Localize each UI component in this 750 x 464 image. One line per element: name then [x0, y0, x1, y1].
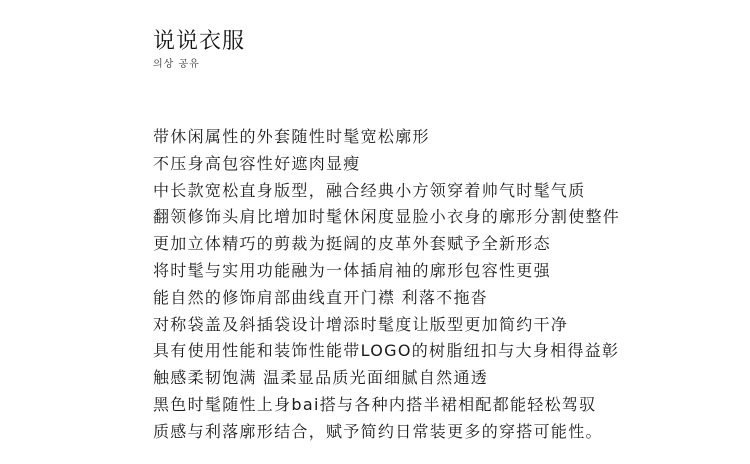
text-line: 更加立体精巧的剪裁为挺阔的皮革外套赋予全新形态 [153, 234, 551, 254]
text-line: 对称袋盖及斜插袋设计增添时髦度让版型更加简约干净 [153, 314, 569, 334]
text-line: 带休闲属性的外套随性时髦宽松廓形 [153, 127, 430, 146]
text-line: 黑色时髦随性上身bai搭与各种内搭半裙相配都能轻松驾驭 [153, 394, 597, 414]
text-line: 触感柔韧饱满 温柔显品质光面细腻自然通透 [153, 368, 489, 388]
text-line: 翻领修饰头肩比增加时髦休闲度显脸小衣身的廓形分割使整件 [153, 207, 621, 227]
text-line: 具有使用性能和装饰性能带LOGO的树脂纽扣与大身相得益彰 [153, 341, 620, 361]
description-text [153, 124, 743, 446]
text-line: 将时髦与实用功能融为一体插肩袖的廓形包容性更强 [153, 260, 551, 280]
text-line: 能自然的修饰肩部曲线直开门襟 利落不拖沓 [153, 287, 489, 307]
header [153, 28, 245, 71]
page-subtitle: 의상 공유 [153, 59, 200, 70]
text-line: 质感与利落廓形结合，赋予简约日常装更多的穿搭可能性。 [153, 421, 603, 441]
text-line: 不压身高包容性好遮肉显瘦 [153, 153, 361, 173]
page-title: 说说衣服 [153, 29, 246, 54]
text-line: 中长款宽松直身版型，融合经典小方领穿着帅气时髦气质 [153, 180, 586, 200]
